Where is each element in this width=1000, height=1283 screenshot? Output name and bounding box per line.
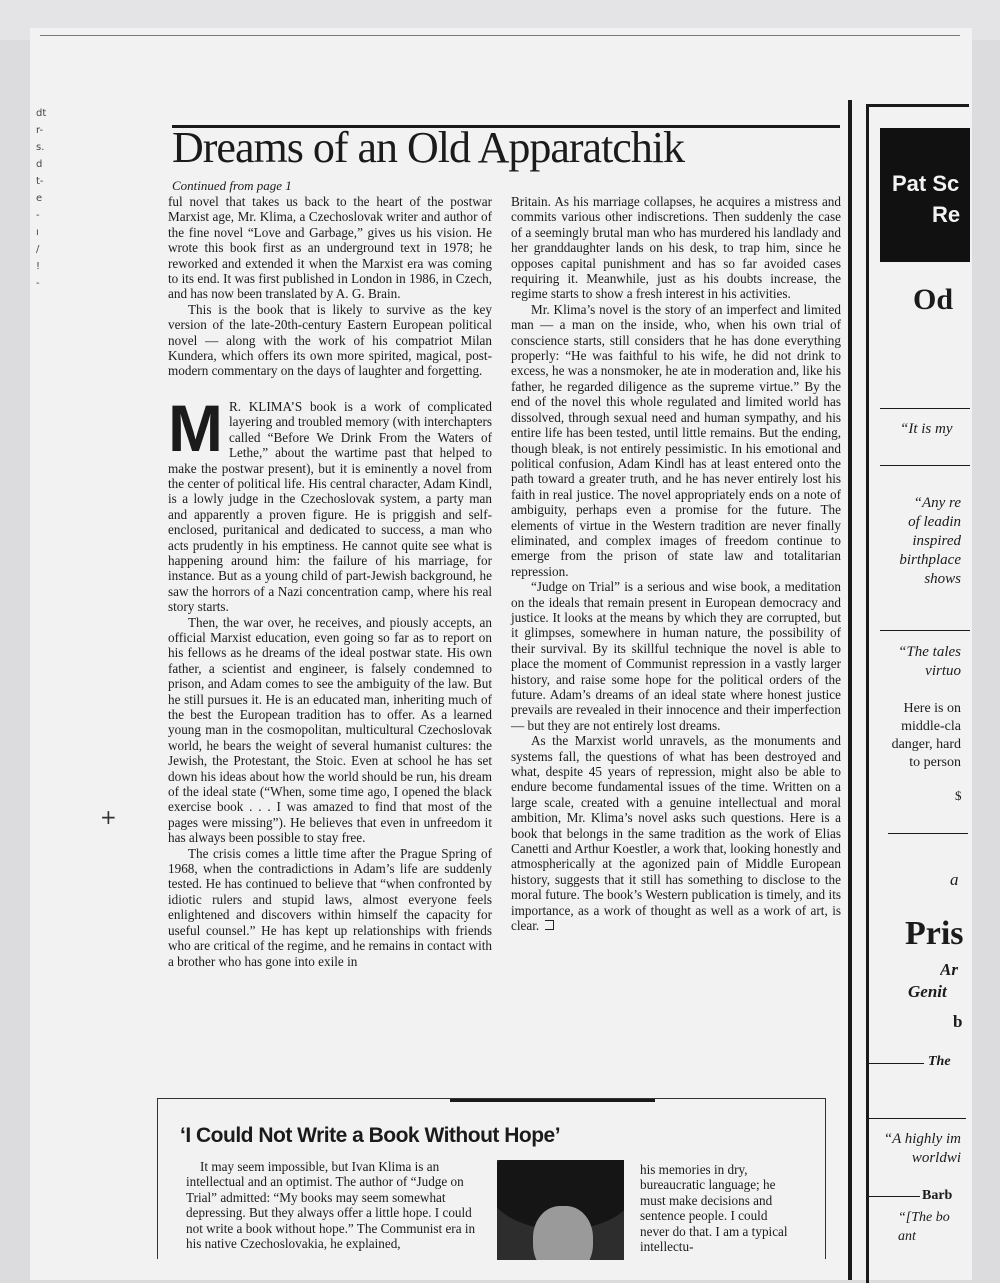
ad-quote-line: “[The bo [898,1210,950,1225]
ad-body-line: to person [909,755,961,770]
ad-quote-line: shows [924,571,961,587]
ad-quote-line: inspired [912,533,961,549]
ad-header-block [880,128,970,262]
ad-quote [881,643,961,681]
ad-header-line: Re [932,202,961,227]
ad-rule [880,630,970,631]
paragraph: Then, the war over, he receives, and piously accepts, an official Marxist education, even going so far as to report on his fellows as he dreams of the ideal postwar state. His own father, a scientist and engineer, is falsely condemned to prison, and Adam comes to see the ambiguity of the law. But he still pursues it. He is an educated man, inheriting much of the best the European tradition has to offer. As a learned young man in the cosmopolitan, multicultural Czechoslovak world, he bears the weight of several humanist cultures: the Jewish, the Protestant, the Stoic. Even at school he has set down his ideas about how the world should be run, his dream of the ideal state (“When, some time ago, I opened the black exercise book . . . I was amazed to find that most of the pages were missing”). He believes that even in unfreedom it has always been possible to stay free. [168,614,492,846]
ad-header-line: Pat Sc [892,171,960,196]
sidebar-text: It may seem impossible, but Ivan Klima is an intellectual and an optimist. The author of “Judge on Trial” admitted: “My books may seem somewhat depressing. But they always offer a little hope. I could not write a book without hope.” The Communist era in his native Czechoslovakia, he explained, [186,1159,476,1252]
adjacent-ad-frame [866,104,969,1283]
ad-text: Genit [908,982,947,1001]
ad-quote-line: virtuo [925,663,961,679]
sidebar-column-2 [640,1162,790,1256]
sidebar-text: his memories in dry, bureaucratic language; he must make decisions and sentence people. I could never do that. I am a typical intellectu- [640,1162,788,1255]
ad-quote-line: “The tales [898,644,961,660]
continued-note: Continued from page 1 [172,178,292,193]
margin-fragment: s. [36,142,45,153]
ad-title: Od [913,283,954,316]
ad-rule [868,1063,924,1064]
paragraph: Mr. Klima’s novel is the story of an imperfect and limited man — a man on the inside, who, when his own trial of conscience starts, still considers that he has done everything properly: “He was faithful to his wife, he did not drink to excess, he was a nonsmoker, he ate in moderation and, like his father, he regarded diligence as the supreme virtue.” By the end of the novel this whole regulated and limited world has dissolved, through sexual need and human sympathy, and his entire life has been tested, until little remains. But the ending, though bleak, is not entirely pessimistic. In his emotional and political confusion, Adam Kindl has at least entered onto the path toward a greater truth, and he has never entirely lost his faith in real justice. The novel appropriately ends on a note of ambiguity, perhaps even a promise for the future. The elements of virtue in the Western tradition are never finally eliminated, and complex images of freedom continue to emerge from the prison of state law and totalitarian repression. [511,301,841,579]
ad-body-line: Here is on [903,701,961,716]
ad-price: $ [955,788,962,803]
ad-quote-line: birthplace [899,552,961,568]
ad-attribution: Barb [922,1188,953,1203]
ad-rule [866,1118,966,1119]
paragraph: Britain. As his marriage collapses, he acquires a mistress and commits various other indiscretions. Then suddenly the case of a seemingly brutal man who has murdered his landlady and her granddaughter lands on his desk, to trap him, since he opposes capital punishment and has so far avoided cases requiring it. Meanwhile, just as his doubts increase, the regime starts to show a fresh interest in his activities. [511,194,841,302]
paragraph: This is the book that is likely to survive as the key version of the late-20th-century Eastern European political novel — along with the work of his compatriot Milan Kundera, which offers its own more spirited, magical, post-modern commentary on the days of laughter and forgetting. [168,301,492,379]
ad-quote-line: worldwi [911,1150,961,1166]
ad-text: The [928,1054,951,1069]
paragraph-text: R. KLIMA’S book is a work of complicated layering and troubled memory (with interchapters called “Before We Drink From the Waters of Lethe,” about the wartime past that helped to make the postwar present), but it is eminently a novel from the center of political life. His central character, Adam Kindl, is a lowly judge in the Czechoslovak system, a party man and apparently a proven figure. He is priggish and self-enclosed, puritanical and dedicated to success, a man who acts prudently in his emptiness. He cannot quite see what is happening around him: the failure of his marriage, for instance. But as a young child of part-Jewish background, he saw the horrors of a Nazi concentration camp, where his real story starts. [168,398,492,615]
sidebar-column-1 [186,1159,476,1255]
ad-text: Ar [940,960,958,979]
paragraph: “Judge on Trial” is a serious and wise book, a meditation on the ideals that remain present in European democracy and justice. It looks at the means by which they are corrupted, but it glimpses, somewhere in human nature, the possibility of their survival. By its skillful technique the novel is able to place the moment of Communist repression in a vastly larger history, and raise some hope for the political orders of the future. Adam’s dreams of an ideal state where honest justice prevails are revealed in their innocence and their imperfection — but they are not entirely lost dreams. [511,579,841,733]
ad-rule [880,465,970,466]
margin-fragment: - [36,278,40,289]
margin-fragment: ı [36,227,39,238]
margin-fragment: t- [36,176,44,187]
ad-text: a [950,870,959,889]
ad-rule [880,408,970,409]
article-column-1 [168,194,492,969]
ad-quote: “It is my [900,421,953,437]
article-column-2 [511,194,841,934]
paragraph [511,733,841,933]
author-photo [497,1160,624,1260]
margin-fragment: e [36,193,43,204]
ad-quote-line: “Any re [913,495,961,511]
paragraph-text: As the Marxist world unravels, as the monuments and systems fall, the questions of what has been destroyed and what, despite 45 years of repression, might also be able to endure become fundamental issues of the time. Written on a large scale, created with a genuine intellectual and moral ambition, Mr. Klima’s novel asks such questions. Here is a book that belongs in the same tradition as the work of Elias Canetti and Arthur Koestler, a work that, looking honestly and atmospherically at the agonized pain of Middle European history, suggests that it still has something to disclose to the moral future. The book’s Western publication is timely, and its importance, as a work of thought as well as a work of art, is clear. [511,733,841,934]
ad-quote [898,1208,993,1246]
ad-body [873,700,961,772]
column-divider [848,100,852,1280]
margin-fragment: - [36,210,40,221]
ad-quote [873,494,961,589]
ad-book-title: Pris [905,915,964,952]
ad-rule [888,833,968,834]
ad-quote-line: “A highly im [883,1131,961,1147]
paragraph: ful novel that takes us back to the heart of the postwar Marxist age, Mr. Klima, a Czechoslovak writer and author of the fine novel “Love and Garbage,” gives us his vision. He wrote this book first as an underground text in 1978; he reworked and extended it when the Marxist era was coming to its end. It was first published in London in 1986, in Czech, and has now been translated by A. G. Brain. [168,194,492,302]
margin-fragment: ! [36,261,41,272]
end-mark-icon [545,920,554,930]
registration-cross-icon: + [100,805,117,829]
ad-quote-line: ant [898,1229,916,1244]
margin-fragment: dt [36,108,47,119]
page-top-rule [40,35,960,36]
ad-text: b [953,1012,963,1031]
margin-fragment: / [36,244,40,255]
paragraph: The crisis comes a little time after the Prague Spring of 1968, when the contradictions in Adam’s life are suddenly tested. He has continued to believe that “when confronted by idiotic rulers and stupid laws, almost everyone feels enlightened and discovers within himself the capacity for useful counsel.” He has kept up relationships with friends who are critical of the regime, and he remains in contact with a brother who has gone into exile in [168,845,492,969]
paragraph-with-dropcap [168,390,492,615]
margin-fragment: d [36,159,43,170]
sidebar-title: ‘I Could Not Write a Book Without Hope’ [180,1124,561,1147]
margin-fragment: r- [36,125,44,136]
article-headline: Dreams of an Old Apparatchik [172,123,685,172]
drop-cap: M [168,390,223,465]
ad-body-line: danger, hard [891,737,961,752]
ad-quote-line: of leadin [908,514,961,530]
ad-quote [871,1130,961,1168]
ad-body-line: middle-cla [901,719,961,734]
ad-rule [866,1196,920,1197]
left-margin-fragments [36,105,56,292]
